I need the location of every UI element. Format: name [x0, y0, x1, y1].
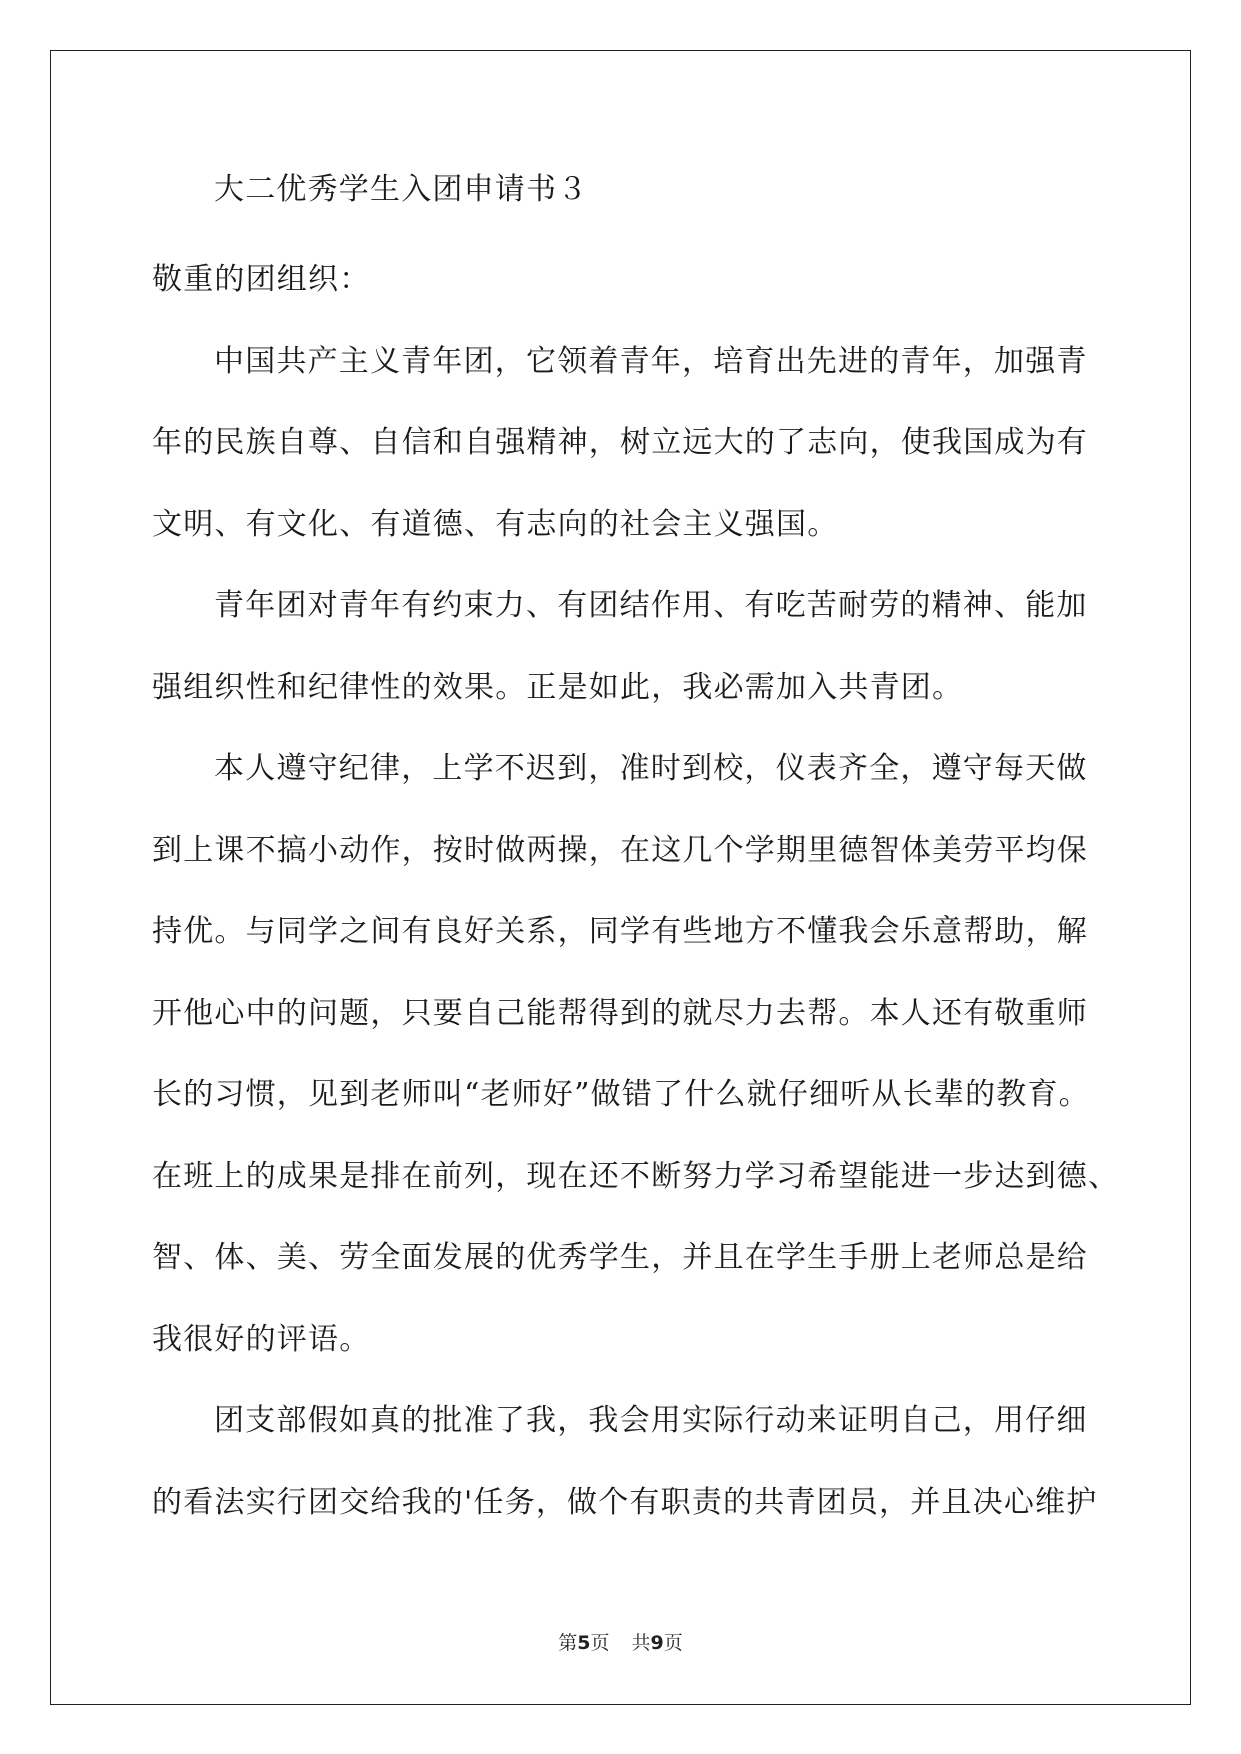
document-title: 大二优秀学生入团申请书３ [214, 172, 589, 207]
paragraph-line: 文明、有文化、有道德、有志向的社会主义强国。 [152, 506, 839, 542]
page-prefix: 第 [558, 1632, 578, 1654]
paragraph-line: 本人遵守纪律，上学不迟到，准时到校，仪表齐全，遵守每天做 [214, 751, 1088, 786]
paragraph-line: 中国共产主义青年团，它领着青年，培育出先进的青年，加强青 [214, 343, 1088, 379]
paragraph-line: 长的习惯，见到老师叫“老师好”做错了什么就仔细听从长辈的教育。 [152, 1077, 1090, 1112]
page-footer [0, 1628, 1241, 1655]
paragraph-line: 年的民族自尊、自信和自强精神，树立远大的了志向，使我国成为有 [152, 425, 1088, 460]
document-body [152, 162, 1120, 1556]
paragraph-line: 开他心中的问题，只要自己能帮得到的就尽力去帮。本人还有敬重师 [152, 995, 1088, 1031]
total-page-number: 9 [650, 1632, 664, 1654]
paragraph-line: 到上课不搞小动作，按时做两操，在这几个学期里德智体美劳平均保 [152, 832, 1088, 868]
paragraph-line: 的看法实行团交给我的'任务，做个有职责的共青团员，并且决心维护 [152, 1484, 1098, 1520]
paragraph-line: 青年团对青年有约束力、有团结作用、有吃苦耐劳的精神、能加 [214, 588, 1088, 623]
total-prefix: 共 [631, 1632, 651, 1654]
paragraph-line: 在班上的成果是排在前列，现在还不断努力学习希望能进一步达到德、 [152, 1158, 1120, 1194]
page-suffix: 页 [590, 1632, 610, 1654]
salutation: 敬重的团组织： [152, 262, 371, 297]
total-suffix: 页 [663, 1632, 683, 1654]
current-page-number: 5 [577, 1632, 591, 1654]
paragraph-line: 我很好的评语。 [152, 1321, 371, 1357]
paragraph-line: 强组织性和纪律性的效果。正是如此，我必需加入共青团。 [152, 669, 964, 705]
paragraph-line: 智、体、美、劳全面发展的优秀学生，并且在学生手册上老师总是给 [152, 1240, 1088, 1275]
paragraph-line: 持优。与同学之间有良好关系，同学有些地方不懂我会乐意帮助，解 [152, 914, 1088, 949]
paragraph-line: 团支部假如真的批准了我，我会用实际行动来证明自己，用仔细 [214, 1403, 1088, 1438]
